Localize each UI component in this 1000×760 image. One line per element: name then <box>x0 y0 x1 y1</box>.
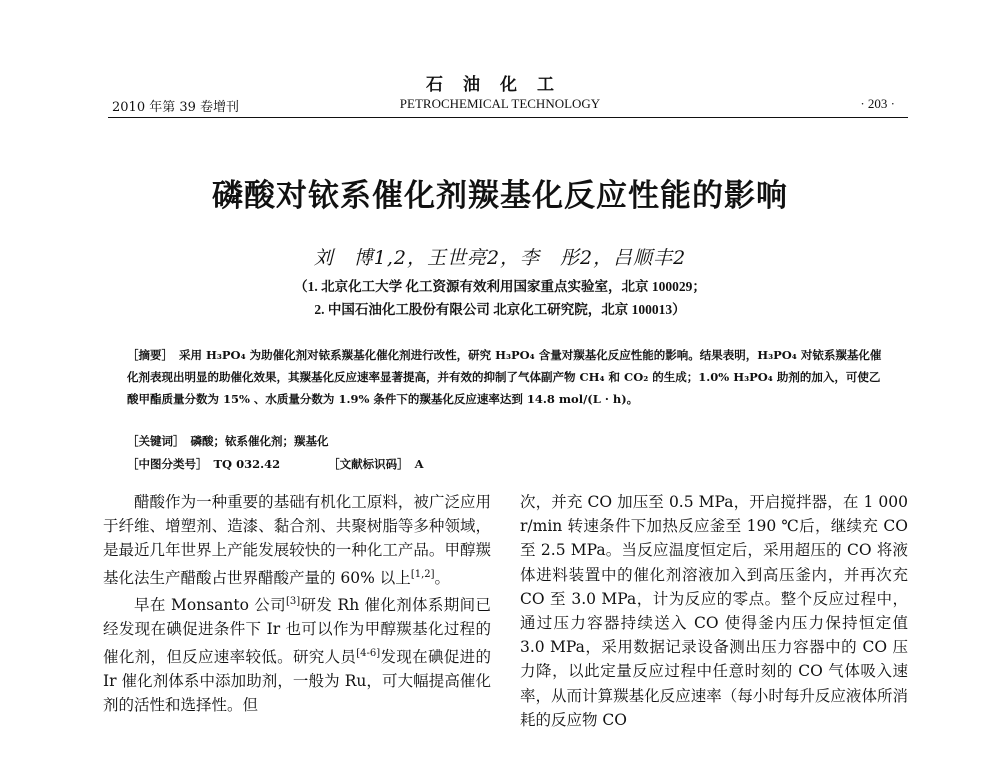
abstract-text: 采用 H₃PO₄ 为助催化剂对铱系羰基化催化剂进行改性，研究 H₃PO₄ 含量对羰基化反应性能的影响。结果表明，H₃PO₄ 对铱系羰基化催化剂表现出明显的助催化效果，其羰基化反应速率显著提高，并有效的抑制了气体副产物 CH₄ 和 CO₂ 的生成；1.0% H₃PO₄ 助剂的加入，可使乙酸甲酯质量分数为 15% 、水质量分数为 1.9% 条件下的羰基化反应速率达到 14.8 mol/(L · h)。 <box>127 348 882 406</box>
paragraph-text: 醋酸作为一种重要的基础有机化工原料，被广泛应用于纤维、增塑剂、造漆、黏合剂、共聚树脂等多种领域，是最近几年世界上产能发展较快的一种化工产品。甲醇羰基化法生产醋酸占世界醋酸产量的 60% 以上 <box>103 493 491 587</box>
paragraph <box>520 490 908 732</box>
paragraph-text: 研发 Rh 催化剂体系期间已经发现在碘促进条件下 Ir 也可以作为甲醇羰基化过程的催化剂，但反应速率较低。研究人员 <box>103 596 492 666</box>
body-column-left <box>103 490 491 717</box>
journal-title-en: PETROCHEMICAL TECHNOLOGY <box>399 96 601 111</box>
citation: [3] <box>285 595 301 607</box>
doc-code-value: A <box>414 457 424 471</box>
affiliation-2: 2. 中国石油化工股份有限公司 北京化工研究院，北京 100013） <box>314 302 686 317</box>
author-list: 刘 博1,2，王世亮2，李 彤2，吕顺丰2 <box>313 247 687 269</box>
article-title: 磷酸对铱系催化剂羰基化反应性能的影响 <box>212 178 788 214</box>
paragraph-text: 。 <box>434 568 451 587</box>
citation: [4-6] <box>356 647 381 659</box>
body-column-right <box>520 490 908 732</box>
issue-info: 2010 年第 39 卷增刊 <box>112 100 240 115</box>
keywords-label: ［关键词］ <box>127 434 185 448</box>
paragraph-text: 早在 Monsanto 公司 <box>134 596 286 615</box>
keywords <box>127 430 887 452</box>
page-number: · 203 · <box>860 96 895 111</box>
classification <box>127 453 887 475</box>
header-rule <box>108 117 908 118</box>
doc-code-label: ［文献标识码］ <box>328 457 409 471</box>
paragraph-text: 发现在碘促进的 Ir 催化剂体系中添加助剂，一般为 Ru，可大幅提高催化剂的活性和选择性。但 <box>103 647 491 715</box>
journal-title-cn: 石油化工 <box>426 75 574 95</box>
citation: [1,2] <box>410 568 435 580</box>
abstract <box>127 344 887 410</box>
paragraph <box>103 490 491 590</box>
affiliation-1: （1. 北京化工大学 化工资源有效利用国家重点实验室，北京 100029； <box>294 279 706 294</box>
keywords-text: 磷酸；铱系催化剂；羰基化 <box>190 434 329 448</box>
paragraph <box>103 590 491 717</box>
abstract-label: ［摘要］ <box>127 348 173 362</box>
class-value: TQ 032.42 <box>213 457 281 471</box>
class-label: ［中图分类号］ <box>127 457 208 471</box>
paragraph-text: 次，并充 CO 加压至 0.5 MPa，开启搅拌器，在 1 000 r/min 转速条件下加热反应釜至 190 ℃后，继续充 CO 至 2.5 MPa。当反应温度恒定后，采用超压的 CO 将液体进料装置中的催化剂溶液加入到高压釜内，并再次充 CO 至 3.0 MPa，计为反应的零点。整个反应过程中，通过压力容器持续送入 CO 使得釜内压力保持恒定值 3.0 MPa，采用数据记录设备测出压力容器中的 CO 压力降，以此定量反应过程中任意时刻的 CO 气体吸入速率，从而计算羰基化反应速率（每小时每升反应液体所消耗的反应物 CO <box>520 493 908 729</box>
